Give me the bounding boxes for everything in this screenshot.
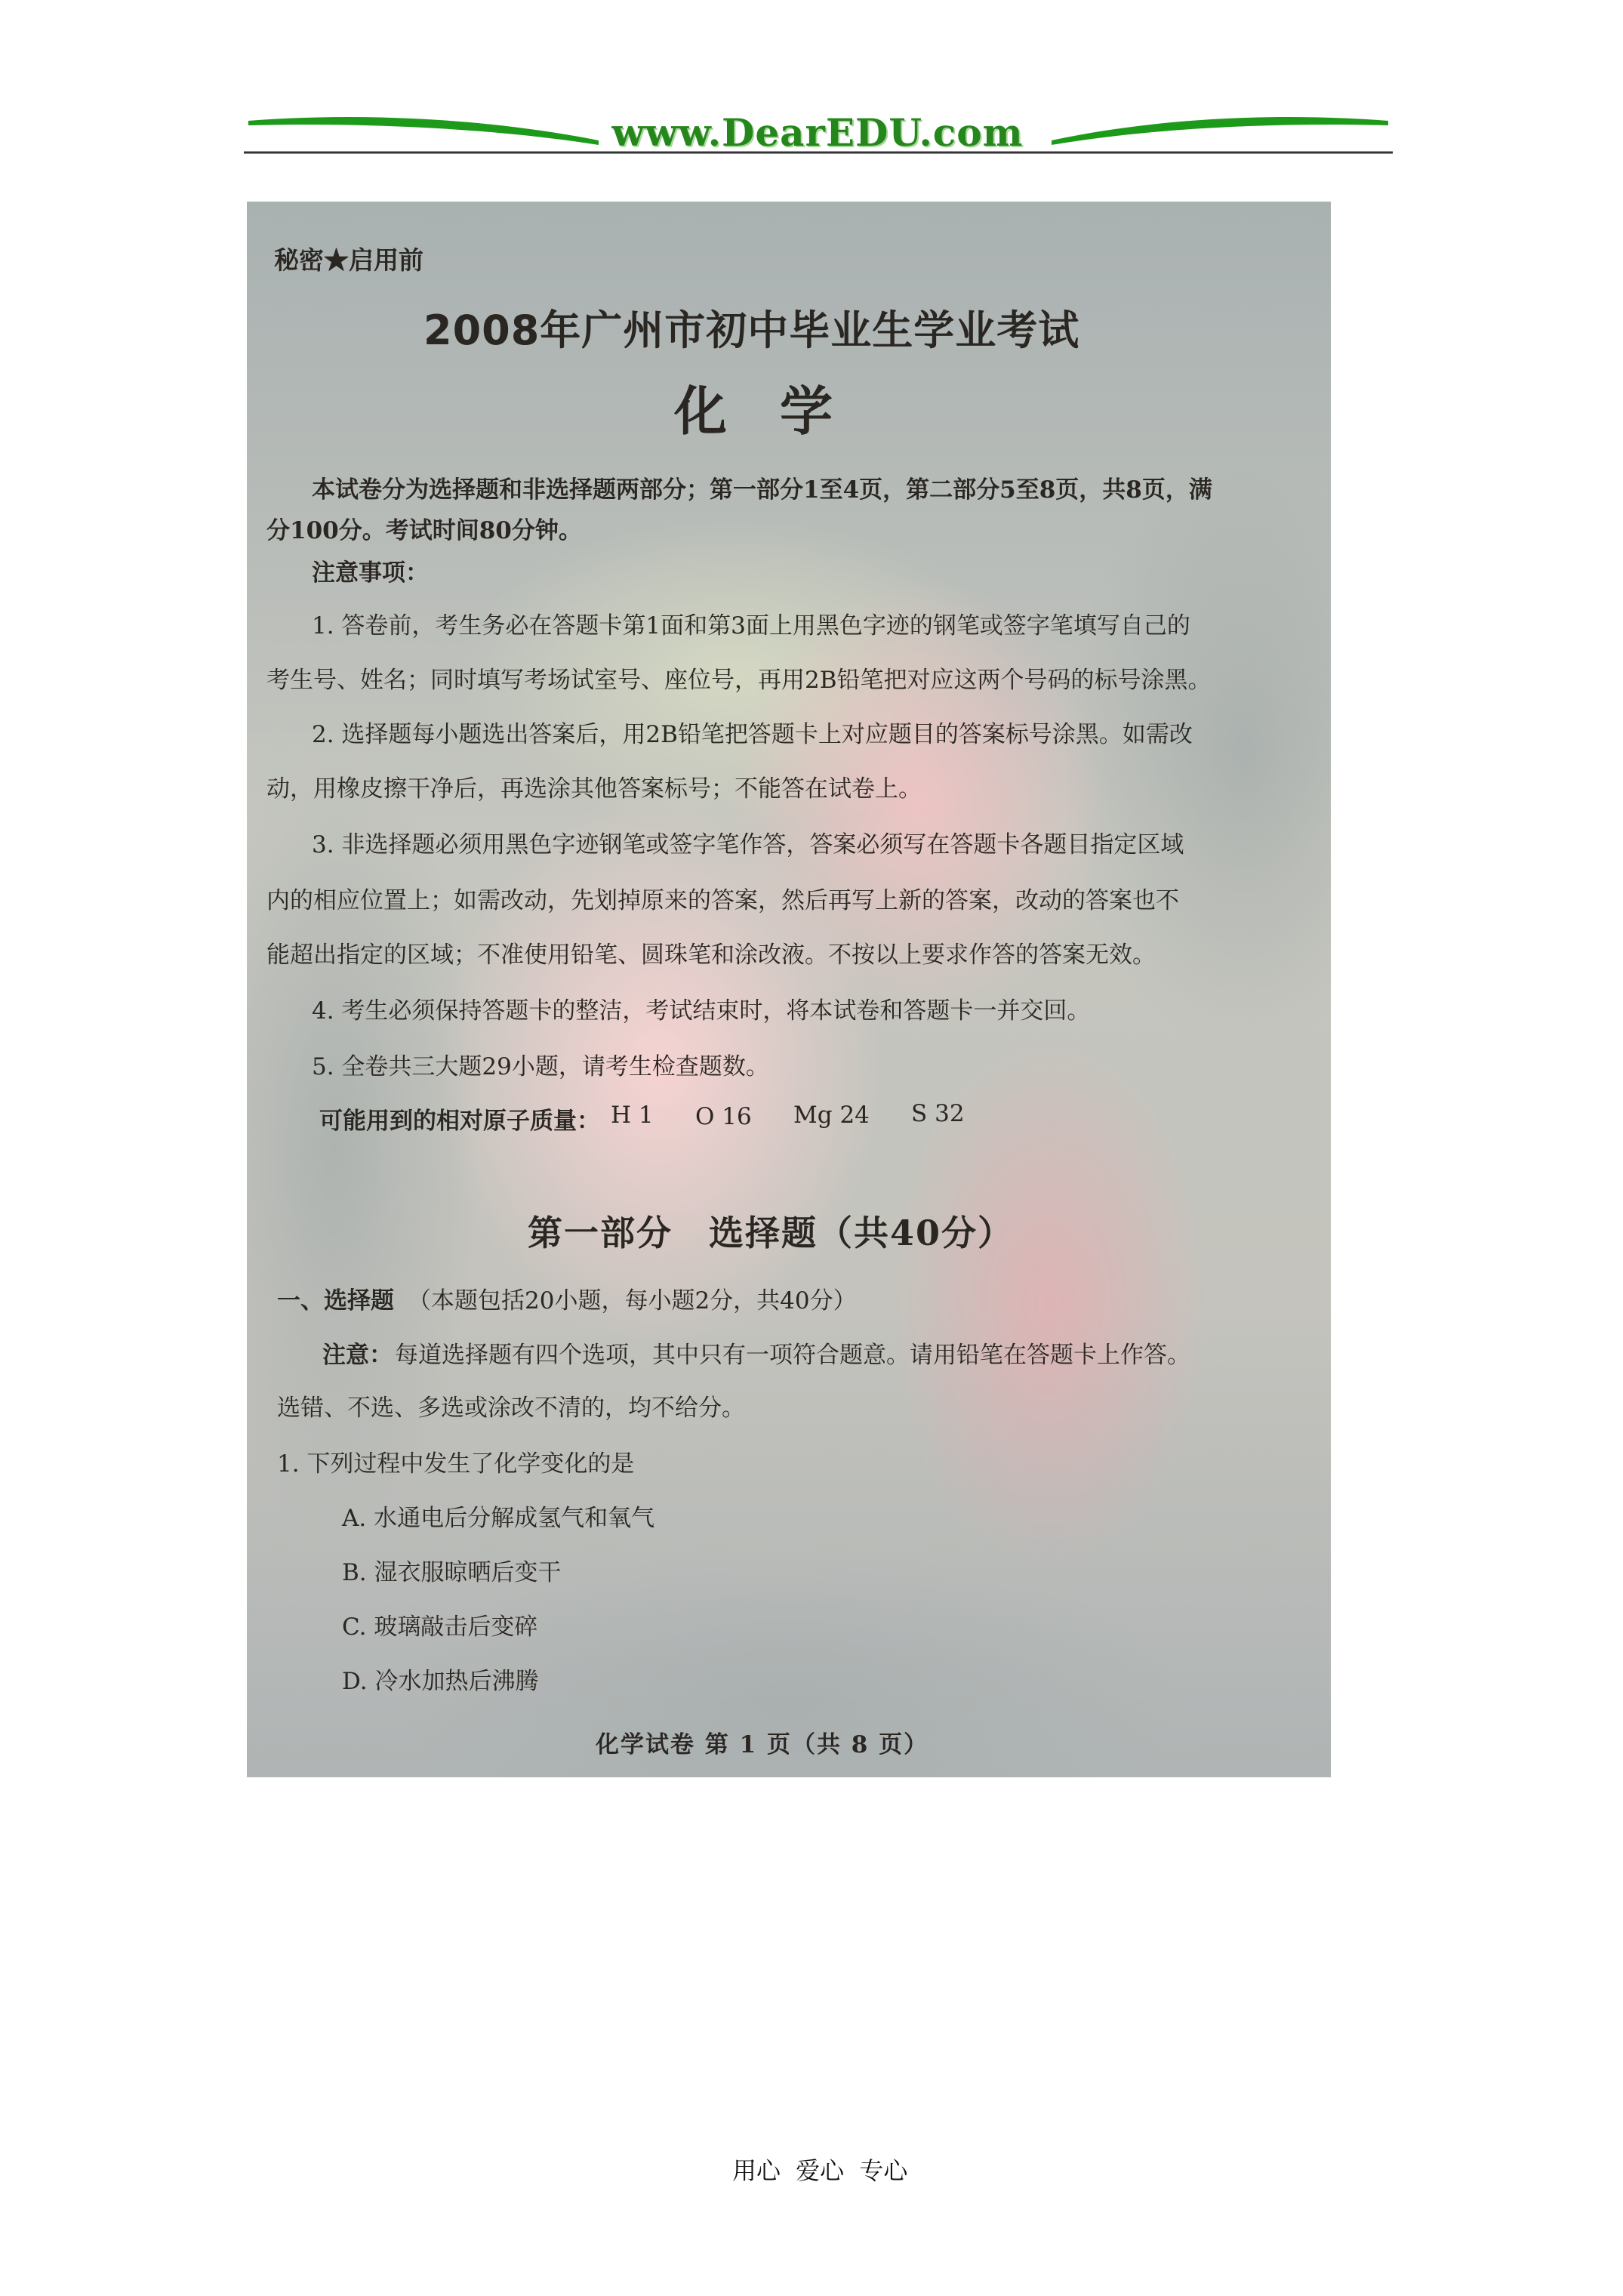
- atomic-mass-item: Mg 24: [793, 1102, 870, 1129]
- note-line: 1. 答卷前，考生务必在答题卡第1面和第3面上用黑色字迹的钢笔或签字笔填写自己的: [312, 612, 1190, 639]
- atomic-mass-label: 可能用到的相对原子质量：: [319, 1108, 600, 1135]
- answer-option: D. 冷水加热后沸腾: [342, 1668, 539, 1695]
- answer-option: B. 湿衣服晾晒后变干: [342, 1559, 562, 1586]
- note-line: 4. 考生必须保持答题卡的整洁，考试结束时，将本试卷和答题卡一并交回。: [312, 997, 1091, 1025]
- exam-title: 2008年广州市初中毕业生学业考试: [423, 307, 1080, 354]
- scanned-exam-page: [247, 202, 1331, 1777]
- answer-option: C. 玻璃敲击后变碎: [342, 1613, 538, 1641]
- confidential-mark: 秘密★启用前: [274, 245, 423, 275]
- note-line: 2. 选择题每小题选出答案后，用2B铅笔把答题卡上对应题目的答案标号涂黑。如需改: [312, 721, 1193, 748]
- note-line: 3. 非选择题必须用黑色字迹钢笔或签字笔作答，答案必须写在答题卡各题目指定区域: [312, 831, 1184, 858]
- part-heading: 第一部分 选择题（共40分）: [528, 1213, 1015, 1253]
- footer-motto: 用心 爱心 专心: [732, 2156, 908, 2185]
- intro-line: 本试卷分为选择题和非选择题两部分；第一部分1至4页，第二部分5至8页，共8页，满: [312, 476, 1212, 504]
- atomic-mass-item: S 32: [911, 1100, 965, 1127]
- section-label: 一、选择题: [277, 1287, 394, 1314]
- site-name: www.DearEDU.com: [611, 110, 1024, 155]
- header-banner: [244, 106, 1393, 156]
- section-note: （本题包括20小题，每小题2分，共40分）: [408, 1287, 857, 1314]
- notes-heading: 注意事项：: [312, 559, 429, 587]
- atomic-mass-item: H 1: [611, 1102, 654, 1129]
- atomic-mass-item: O 16: [695, 1103, 752, 1130]
- answer-option: A. 水通电后分解成氢气和氧气: [342, 1505, 655, 1532]
- note-line: 动，用橡皮擦干净后，再选涂其他答案标号；不能答在试卷上。: [266, 775, 922, 803]
- note-line: 考生号、姓名；同时填写考场试室号、座位号，再用2B铅笔把对应这两个号码的标号涂黑。: [266, 667, 1212, 694]
- note-line: 5. 全卷共三大题29小题，请考生检查题数。: [312, 1053, 769, 1080]
- subject-title: 化学: [674, 381, 885, 442]
- note-line: 能超出指定的区域；不准使用铅笔、圆珠笔和涂改液。不按以上要求作答的答案无效。: [266, 942, 1156, 969]
- intro-line: 分100分。考试时间80分钟。: [266, 517, 582, 544]
- question-text: 1. 下列过程中发生了化学变化的是: [277, 1450, 635, 1478]
- exam-page-footer: 化学试卷 第 1 页（共 8 页）: [596, 1731, 929, 1758]
- notice-label: 注意：: [322, 1342, 393, 1369]
- notice-text: 每道选择题有四个选项，其中只有一项符合题意。请用铅笔在答题卡上作答。: [395, 1342, 1190, 1369]
- note-line: 内的相应位置上；如需改动，先划掉原来的答案，然后再写上新的答案，改动的答案也不: [266, 887, 1179, 914]
- notice-text: 选错、不选、多选或涂改不清的，均不给分。: [277, 1395, 745, 1422]
